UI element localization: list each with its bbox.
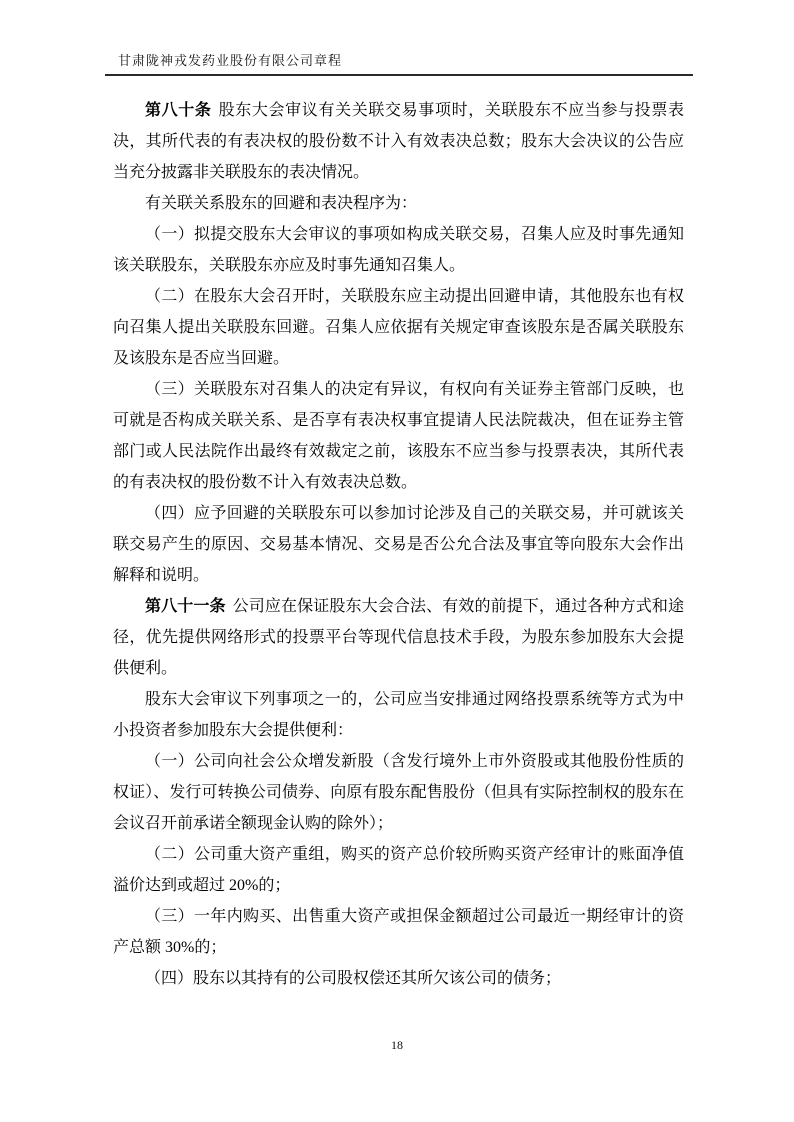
paragraph-text: （四）股东以其持有的公司股权偿还其所欠该公司的债务； — [145, 970, 562, 987]
page-header — [105, 50, 693, 76]
paragraph-text: （一）拟提交股东大会审议的事项如构成关联交易，召集人应及时事先通知该关联股东，关联股东亦应及时事先通知召集人。 — [113, 226, 684, 274]
paragraph-text: （三）关联股东对召集人的决定有异议，有权向有关证券主管部门反映，也可就是否构成关联关系、是否享有表决权事宜提请人民法院裁决，但在证券主管部门或人民法院作出最终有效裁定之前，该股东不应当参与投票表决，其所代表的有表决权的股份数不计入有效表决总数。 — [113, 381, 684, 491]
page-footer — [0, 1038, 794, 1053]
paragraph-text: （一）公司向社会公众增发新股（含发行境外上市外资股或其他股份性质的权证）、发行可转换公司债券、向原有股东配售股份（但具有实际控制权的股东在会议召开前承诺全额现金认购的除外）； — [113, 753, 684, 832]
article-number: 第八十一条 — [145, 598, 226, 615]
paragraph-item-2 — [113, 839, 684, 901]
paragraph — [113, 684, 684, 746]
paragraph-text: （四）应予回避的关联股东可以参加讨论涉及自己的关联交易，并可就该关联交易产生的原因、交易基本情况、交易是否公允合法及事宜等向股东大会作出解释和说明。 — [113, 505, 684, 584]
paragraph-item-4 — [113, 498, 684, 591]
paragraph-text: （二）公司重大资产重组，购买的资产总价较所购买资产经审计的账面净值溢价达到或超过 20%的； — [113, 846, 684, 894]
paragraph-text: （二）在股东大会召开时，关联股东应主动提出回避申请，其他股东也有权向召集人提出关联股东回避。召集人应依据有关规定审查该股东是否属关联股东及该股东是否应当回避。 — [113, 288, 684, 367]
page-number: 18 — [391, 1038, 403, 1052]
paragraph-item-4 — [113, 963, 684, 994]
article-number: 第八十条 — [145, 102, 212, 119]
paragraph-item-1 — [113, 219, 684, 281]
document-body — [113, 95, 684, 994]
paragraph-text: 公司应在保证股东大会合法、有效的前提下，通过各种方式和途径，优先提供网络形式的投票平台等现代信息技术手段，为股东参加股东大会提供便利。 — [113, 598, 684, 677]
paragraph-item-1 — [113, 746, 684, 839]
paragraph-text: 有关联关系股东的回避和表决程序为： — [145, 195, 418, 212]
paragraph-text: 股东大会审议下列事项之一的，公司应当安排通过网络投票系统等方式为中小投资者参加股东大会提供便利： — [113, 691, 684, 739]
paragraph-text: （三）一年内购买、出售重大资产或担保金额超过公司最近一期经审计的资产总额 30%的； — [113, 908, 684, 956]
paragraph-item-3 — [113, 901, 684, 963]
paragraph-item-3 — [113, 374, 684, 498]
paragraph-article-80 — [113, 95, 684, 188]
paragraph-text: 股东大会审议有关关联交易事项时，关联股东不应当参与投票表决，其所代表的有表决权的股份数不计入有效表决总数；股东大会决议的公告应当充分披露非关联股东的表决情况。 — [113, 102, 684, 181]
paragraph-article-81 — [113, 591, 684, 684]
paragraph — [113, 188, 684, 219]
paragraph-item-2 — [113, 281, 684, 374]
header-title: 甘肃陇神戎发药业股份有限公司章程 — [118, 53, 343, 68]
